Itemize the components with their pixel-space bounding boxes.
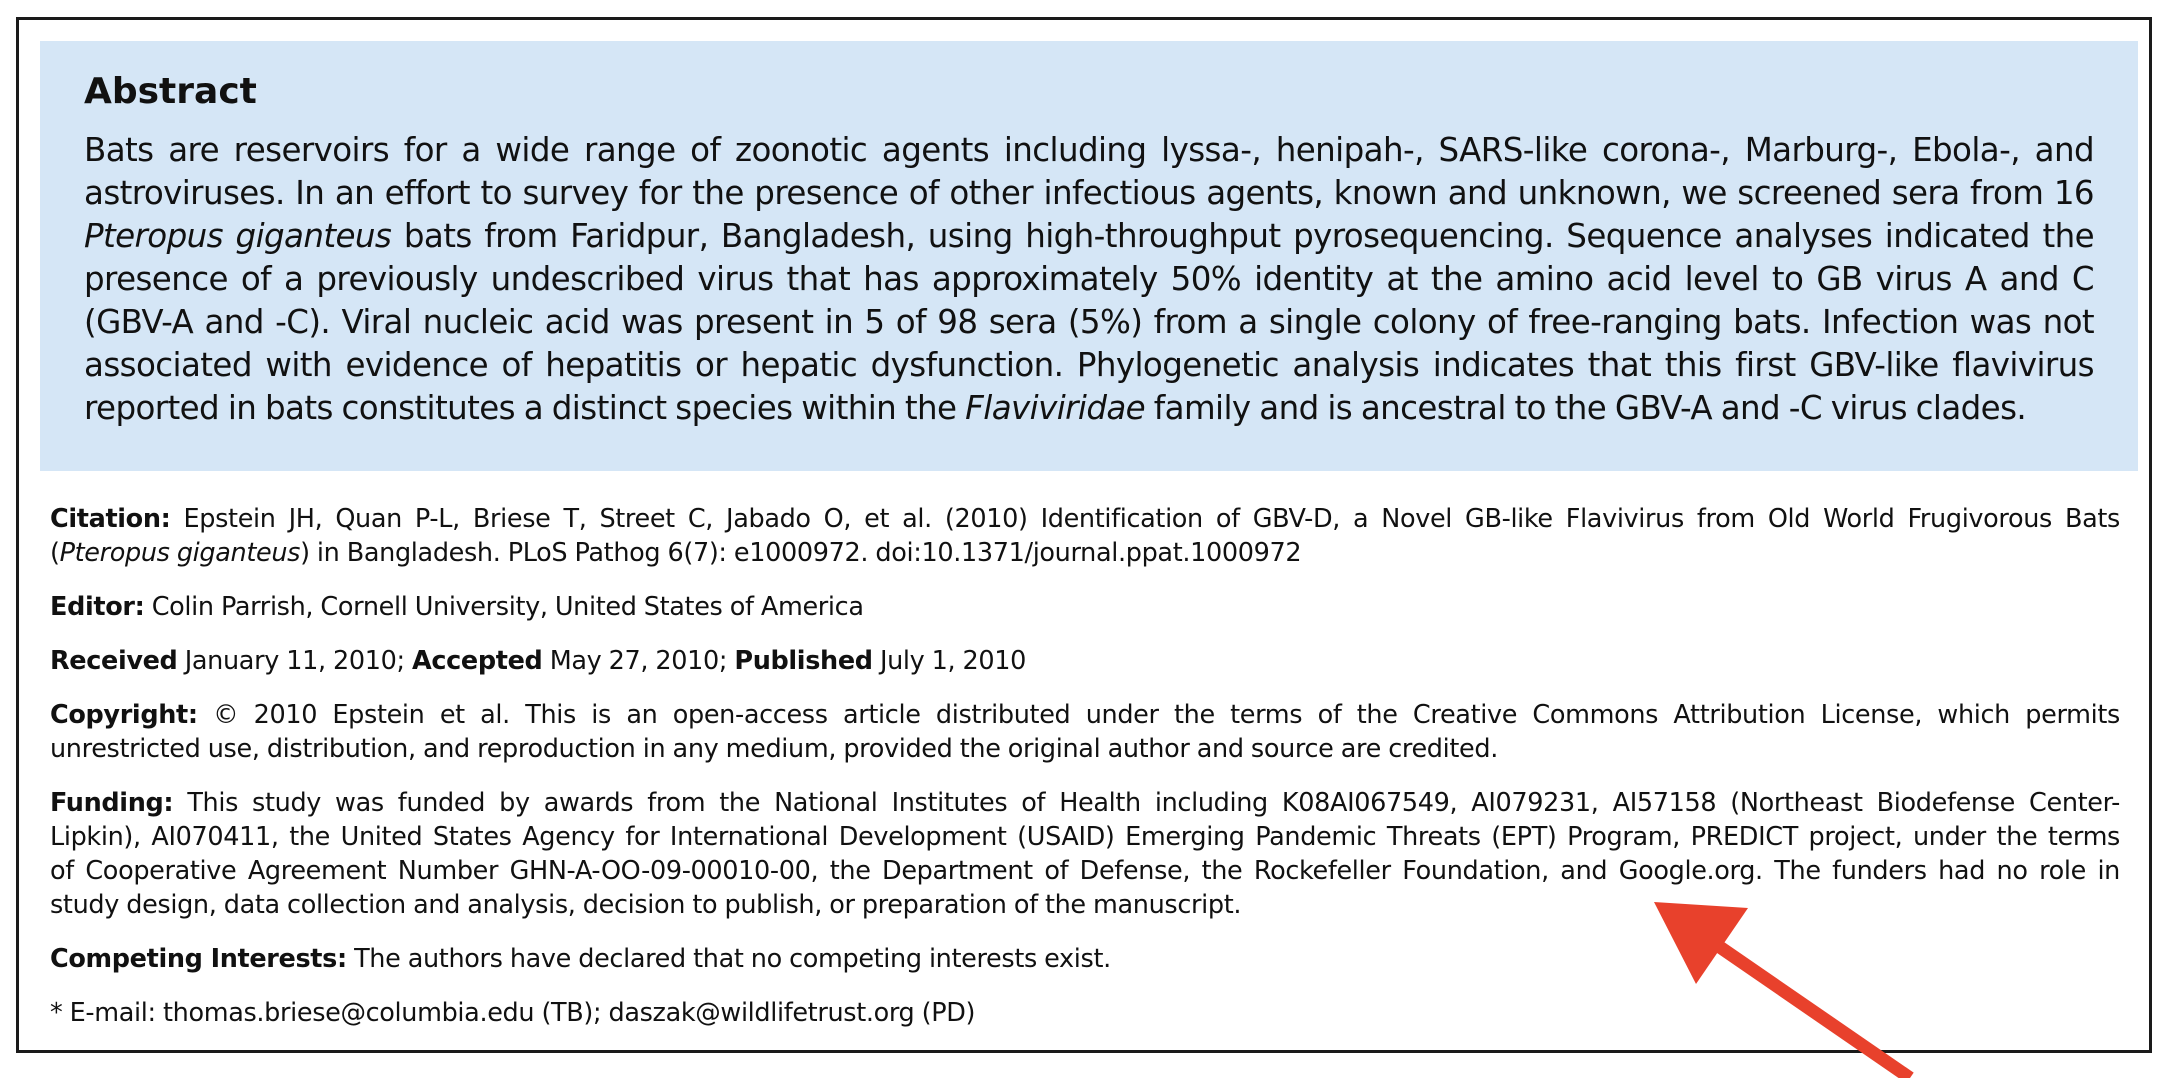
- citation-label: Citation:: [50, 504, 171, 534]
- citation-block: Citation: Epstein JH, Quan P-L, Briese T, Street C, Jabado O, et al. (2010) Identification of GBV-D, a Novel GB-like Flavivirus from Old World Frugivorous Bats (Pteropus giganteus) in Bangladesh. PLoS Pathog 6(7): e1000972. doi:10.1371/journal.ppat.1000972: [50, 504, 2120, 568]
- received-label: Received: [50, 646, 178, 676]
- funding-label: Funding:: [50, 788, 174, 818]
- funding-block: Funding: This study was funded by awards from the National Institutes of Health including K08AI067549, AI079231, AI57158 (Northeast Biodefense Center- Lipkin), AI070411, the United States Agency for International Development (USAID) Emerging Pandemic Threats (EPT) Program, PREDICT project, under the terms of Cooperative Agreement Number GHN-A-OO-09-00010-00, the Department of Defense, the Rockefeller Foundation, and Google.org. The funders had no role in study design, data collection and analysis, decision to publish, or preparation of the manuscript.: [50, 788, 2120, 920]
- copyright-label: Copyright:: [50, 700, 198, 730]
- species-name: Pteropus giganteus: [84, 217, 392, 255]
- abstract-box: [40, 41, 2138, 471]
- red-arrow-annotation: [1640, 880, 1980, 1078]
- editor-block: [50, 590, 2120, 624]
- abstract-line: astroviruses. In an effort to survey for the presence of other infectious agents, known and unknown, we screened sera from 16: [84, 174, 2094, 212]
- email-text: * E-mail: thomas.briese@columbia.edu (TB); daszak@wildlifetrust.org (PD): [50, 998, 976, 1028]
- accepted-label: Accepted: [411, 646, 543, 676]
- arrow-head: [1654, 902, 1748, 984]
- family-name: Flaviviridae: [965, 389, 1146, 427]
- abstract-line: Pteropus giganteus bats from Faridpur, Bangladesh, using high-throughput pyrosequencing. Sequence analyses indicated the: [84, 217, 2094, 255]
- dates-block: [50, 644, 2120, 678]
- published-label: Published: [734, 646, 873, 676]
- abstract-line: associated with evidence of hepatitis or hepatic dysfunction. Phylogenetic analysis indicates that this first GBV-like flavivirus: [84, 346, 2094, 384]
- abstract-text: [84, 129, 2094, 430]
- received-date: January 11, 2010;: [184, 646, 405, 676]
- accepted-date: May 27, 2010;: [549, 646, 728, 676]
- editor-label: Editor:: [50, 592, 145, 622]
- funding-text: This study was funded by awards from the National Institutes of Health including K08AI067549, AI079231, AI57158 (Northeast Biodefense Center-: [187, 788, 2120, 818]
- abstract-heading: Abstract: [84, 71, 257, 112]
- abstract-line: (GBV-A and -C). Viral nucleic acid was present in 5 of 98 sera (5%) from a single colony of free-ranging bats. Infection was not: [84, 303, 2094, 341]
- competing-label: Competing Interests:: [50, 944, 347, 974]
- abstract-line: Bats are reservoirs for a wide range of zoonotic agents including lyssa-, henipah-, SARS-like corona-, Marburg-, Ebola-, and: [84, 131, 2094, 169]
- abstract-line: presence of a previously undescribed virus that has approximately 50% identity at the amino acid level to GB virus A and C: [84, 260, 2094, 298]
- competing-text: The authors have declared that no competing interests exist.: [354, 944, 1111, 974]
- abstract-line: reported in bats constitutes a distinct species within the Flaviviridae family and is ancestral to the GBV-A and -C virus clades.: [84, 389, 2027, 427]
- copyright-text: © 2010 Epstein et al. This is an open-access article distributed under the terms of the Creative Commons Attribution License, which permits: [213, 700, 2120, 730]
- copyright-block: Copyright: © 2010 Epstein et al. This is an open-access article distributed under the terms of the Creative Commons Attribution License, which permits unrestricted use, distribution, and reproduction in any medium, provided the original author and source are credited.: [50, 700, 2120, 764]
- published-date: July 1, 2010: [879, 646, 1027, 676]
- arrow-shaft: [1698, 932, 1910, 1078]
- editor-text: Colin Parrish, Cornell University, United States of America: [151, 592, 864, 622]
- citation-text: Epstein JH, Quan P-L, Briese T, Street C, Jabado O, et al. (2010) Identification of GBV-D, a Novel GB-like Flavivirus from Old World Frugivorous Bats: [183, 504, 2120, 534]
- citation-species: Pteropus giganteus: [59, 538, 301, 568]
